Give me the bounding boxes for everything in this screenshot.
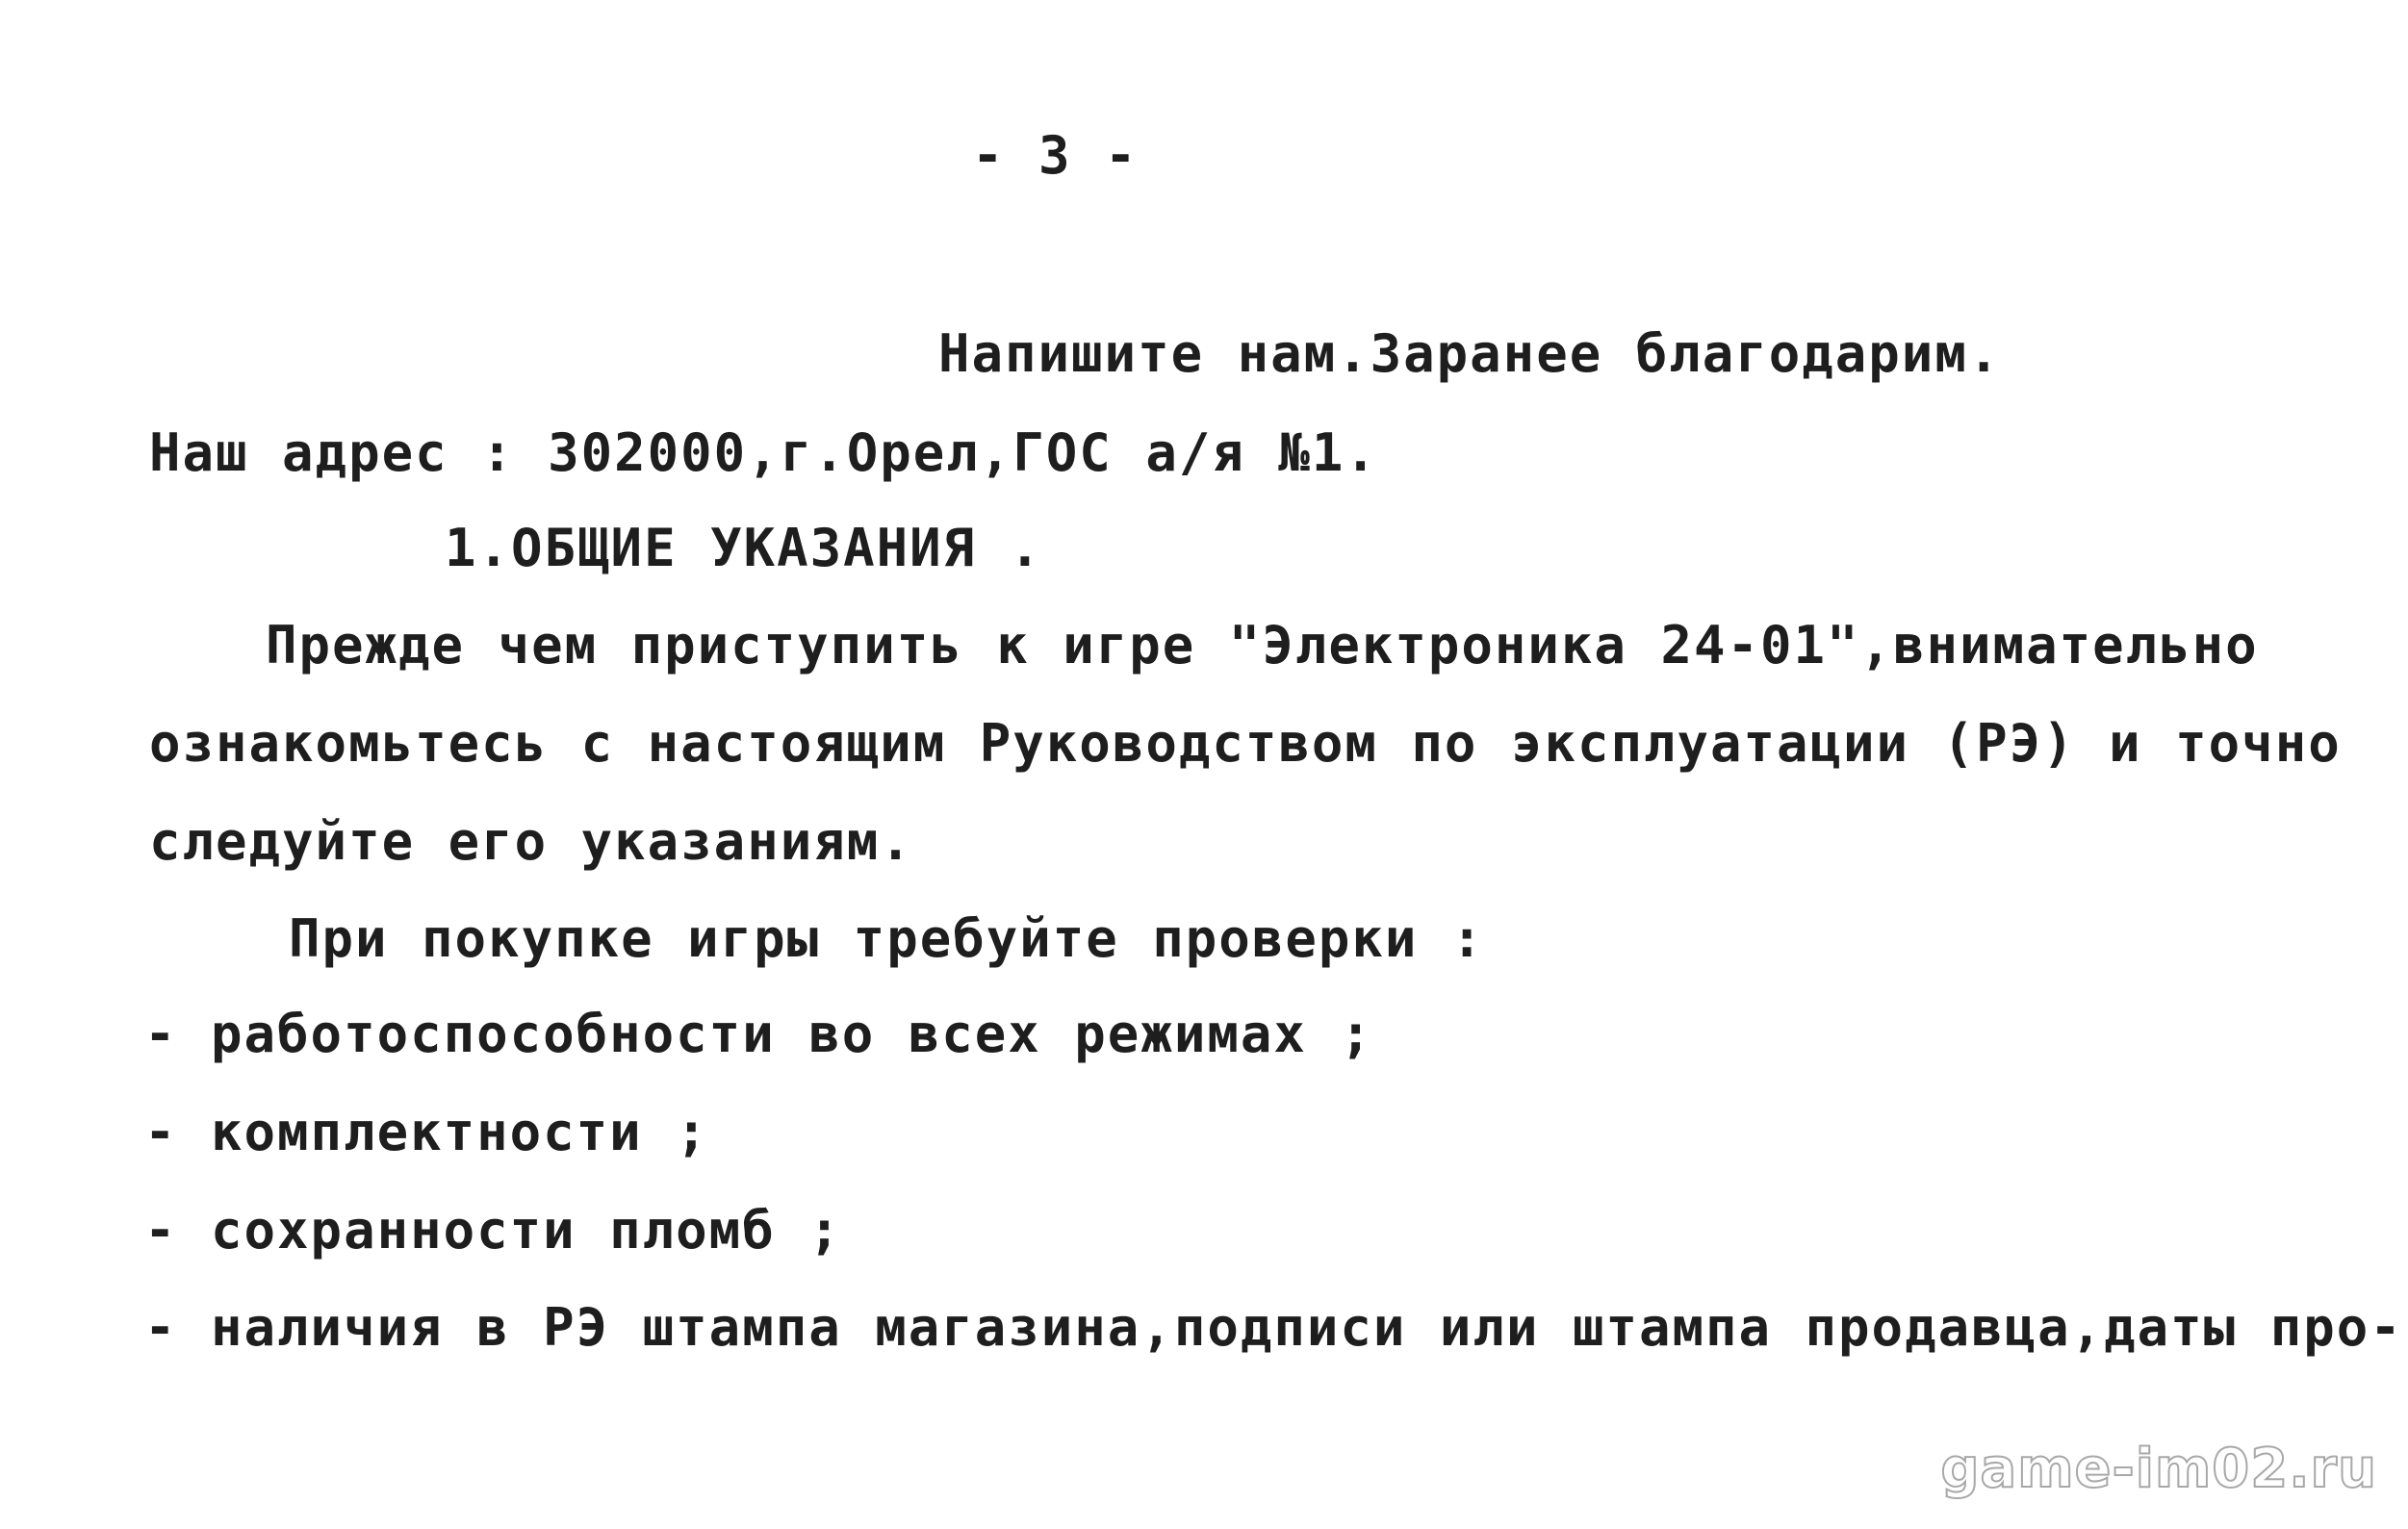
paragraph-line: ознакомьтесь с настоящим Руководством по эксплуатации (РЭ) и точно	[149, 713, 2342, 774]
page-number: - 3 -	[972, 125, 1139, 186]
checklist-item: - работоспособности во всех режимах ;	[144, 1004, 1373, 1064]
checklist-item: - сохранности пломб ;	[144, 1200, 842, 1261]
address-line: Наш адрес : 302000,г.Орел,ГОС а/я №1.	[149, 422, 1378, 483]
write-to-us-line: Напишите нам.Заранее благодарим.	[938, 323, 2002, 384]
check-intro-line: При покупке игры требуйте проверки :	[289, 908, 1485, 969]
checklist-item: - комплектности ;	[144, 1102, 709, 1162]
paragraph-line: Прежде чем приступить к игре "Электроника 24-01",внимательно	[266, 615, 2259, 675]
watermark: game-im02.ru	[1940, 1438, 2377, 1500]
checklist-item: - наличия в РЭ штампа магазина,подписи или штампа продавца,даты про-	[144, 1297, 2403, 1358]
section-heading: 1.ОБЩИЕ УКАЗАНИЯ .	[445, 518, 1043, 578]
paragraph-line: следуйте его указаниям.	[149, 811, 913, 872]
